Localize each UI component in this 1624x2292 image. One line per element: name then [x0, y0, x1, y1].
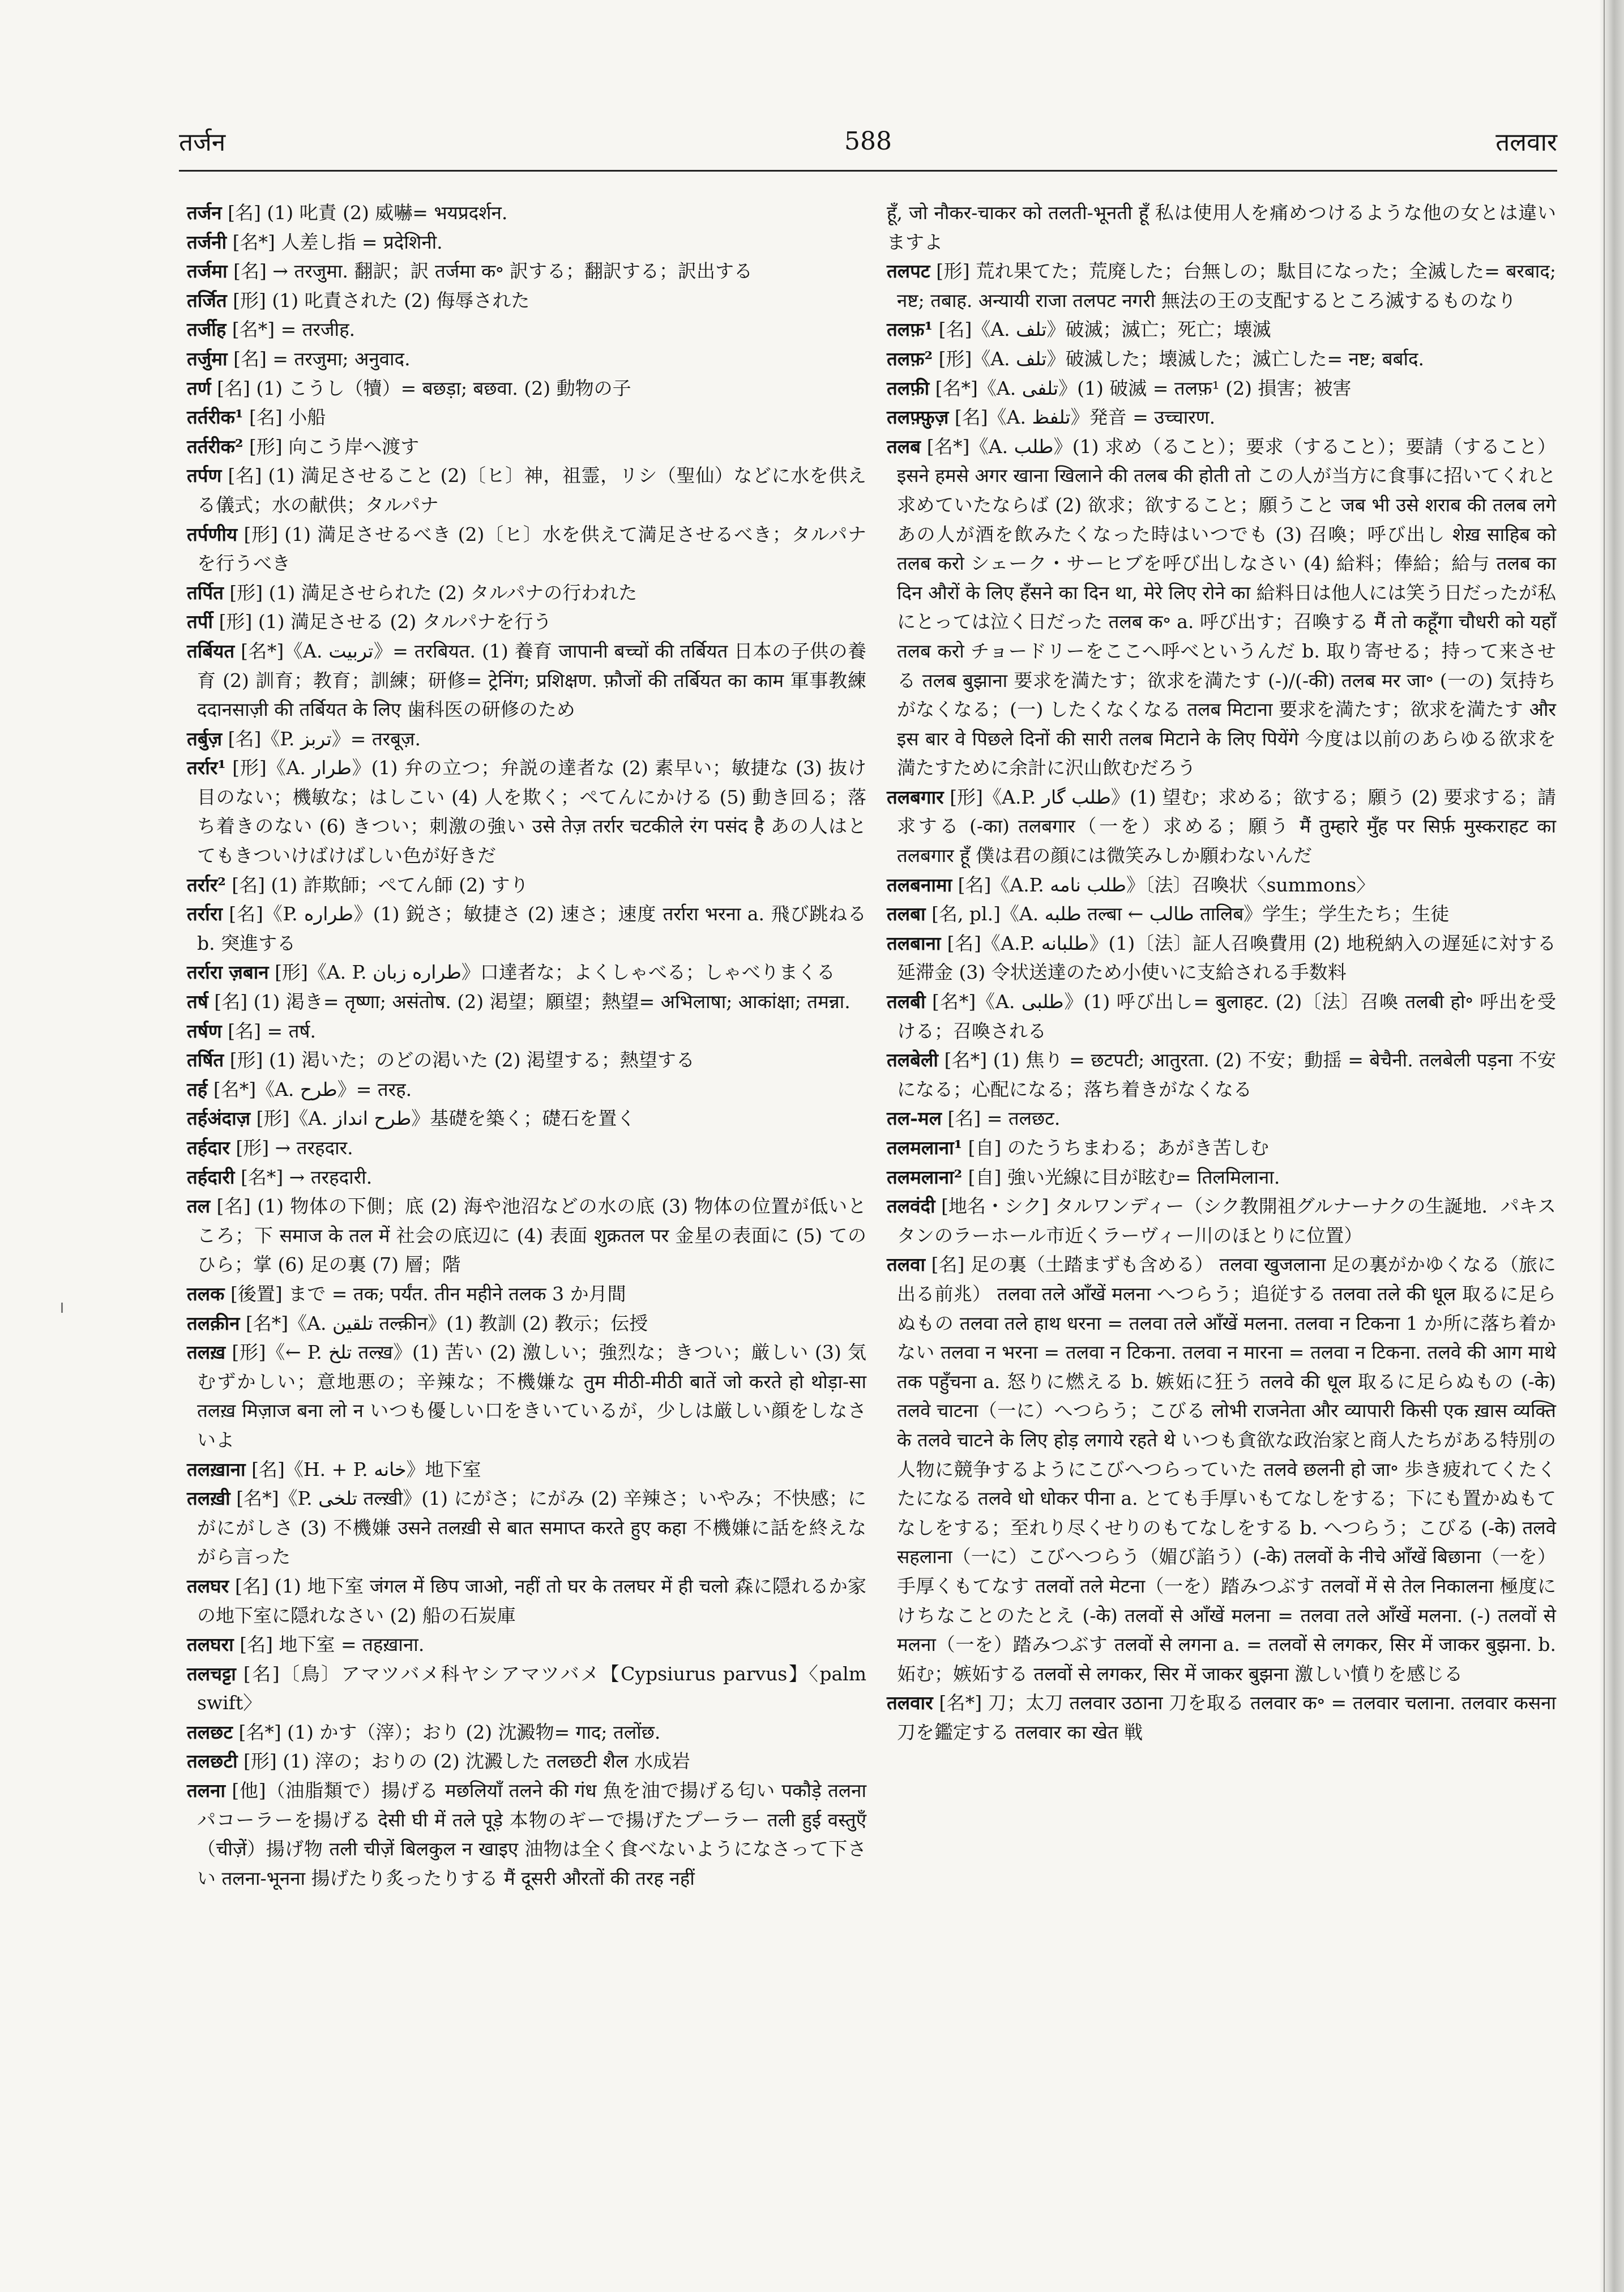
scan-speck	[61, 1303, 63, 1313]
dictionary-entry	[187, 228, 866, 257]
dictionary-entry	[887, 870, 1556, 900]
dictionary-entry	[887, 1250, 1556, 1688]
dictionary-entry	[187, 578, 866, 608]
entry-headword: तर्रारा	[187, 903, 223, 925]
entry-headword: तलना	[187, 1779, 226, 1802]
entry-definition: [形] (1) 満足させられた (2) タルパナの行われた	[223, 581, 638, 604]
dictionary-entry	[187, 1776, 866, 1893]
entry-definition: [名*] (1) かす（滓）；おり (2) 沈澱物= गाद; तलोंछ.	[232, 1721, 661, 1743]
dictionary-entry	[187, 637, 866, 724]
entry-definition: [名] (1) 叱責 (2) 威嚇= भयप्रदर्शन.	[221, 202, 508, 224]
entry-headword: तर्जन	[187, 202, 222, 224]
entry-definition: [名*]《A. تربیت》= तरबियत. (1) 養育 जापानी बच्चों की तर्बियत 日本の子供の養育 (2) 訓育；教育；訓練；研修= ट्रेनिंग; प्रशिक्षण. फ़ौजों की तर्बियत का काम 軍事教練 ददानसाज़ी की तर्बियत के लिए 歯科医の研修のため	[197, 639, 866, 721]
entry-definition: [名] = तरजुमा; अनुवाद.	[227, 347, 411, 370]
entry-definition: [名*]《A. طلب》(1) 求め（ること）；要求（すること）；要請（すること） इसने हमसे अगर खाना खिलाने की तलब की होती तो この人が当方に食事に招いてくれと求めていたならば (2) 欲求；欲すること；願うこと जब भी उसे शराब की तलब लगे あの人が酒を飲みたくなった時はいつでも (3) 召喚；呼び出し शेख़ साहिब को तलब करो シェーク・サーヒブを呼び出しなさい (4) 給料；俸給；給与 तलब का दिन औरों के लिए हँसने का दिन था, मेरे लिए रोने का 給料日は他人には笑う日だったが私にとっては泣く日だった तलब क॰ a. 呼び出す；召喚する मैं तो कहूँगा चौधरी को यहाँ तलब करो チョードリーをここへ呼べというんだ b. 取り寄せる；持って来させる तलब बुझाना 要求を満たす；欲求を満たす (-)/(-की) तलब मर जा॰ (一の) 気持ちがなくなる；(一) したくなくなる तलब मिटाना 要求を満たす；欲求を満たす और इस बार वे पिछले दिनों की सारी तलब मिटाने के लिए पियेंगे 今度は以前のあらゆる欲求を満たすために余計に沢山飲むだろう	[897, 435, 1557, 779]
entry-headword: तर्रार¹	[187, 757, 226, 779]
entry-headword: तर्तरीक¹	[187, 406, 243, 429]
entry-definition: [形]《A.P. طلب گار》(1) 望む；求める；欲する；願う (2) 要求する；請求する (-का) तलबगार（一を）求める；願う मैं तुम्हारे मुँह पर सिर्फ़ मुस्कराहट का तलबगार हूँ 僕は君の顔には微笑みしか願わないんだ	[897, 786, 1557, 867]
entry-definition: [形] (1) 叱責された (2) 侮辱された	[226, 289, 530, 311]
dictionary-entry	[887, 257, 1556, 315]
dictionary-entry	[187, 958, 866, 987]
dictionary-entry	[187, 315, 866, 344]
entry-headword: तर्ष	[187, 991, 208, 1013]
dictionary-entry	[187, 987, 866, 1017]
entry-definition: [名] 足の裏（土踏まずも含める） तलवा खुजलाना 足の裏がかゆくなる（旅に出る前兆） तलवा तले आँखें मलना へつらう；追従する तलवा तले की धूल 取るに足らぬもの तलवा तले हाथ धरना = तलवा तले आँखें मलना. तलवा न टिकना 1 か所に落ち着かない तलवा न भरना = तलवा न टिकना. तलवा न मारना = तलवा न टिकना. तलवे की आग माथे तक पहुँचना a. 怒りに燃える b. 嫉妬に狂う तलवे की धूल 取るに足らぬもの (-के) तलवे चाटना（一に）へつらう；こびる लोभी राजनेता और व्यापारी किसी एक ख़ास व्यक्ति के तलवे चाटने के लिए होड़ लगाये रहते थे いつも貪欲な政治家と商人たちがある特別の人物に競争するようにこびへつらっていた तलवे छलनी हो जा॰ 歩き疲れてくたくたになる तलवे धो धोकर पीना a. とても手厚いもてなしをする；下にも置かぬもてなしをする；至れり尽くせりのもてなしをする b. へつらう；こびる (-के) तलवे सहलाना（一に）こびへつらう（媚び諂う）(-के) तलवों के नीचे आँखें बिछाना（一を）手厚くもてなす तलवों तले मेटना（一を）踏みつぶす तलवों में से तेल निकालना 極度にけちなことのたとえ (-के) तलवों से आँखें मलना = तलवा तले आँखें मलना. (-) तलवों से मलना（一を）踏みつぶす तलवों से लगना a. = तलवों से लगकर, सिर में जाकर बुझना. b. 妬む；嫉妬する तलवों से लगकर, सिर में जाकर बुझना 激しい憤りを感じる	[897, 1253, 1556, 1685]
entry-definition: [名] = तर्ष.	[221, 1019, 316, 1042]
dictionary-entry	[887, 1104, 1556, 1133]
entry-headword: तलछटी	[187, 1750, 238, 1773]
entry-headword: तर्जित	[187, 289, 227, 311]
entry-definition: [名] → तरजुमा. 翻訳；訳 तर्जमा क॰ 訳する；翻訳する；訳出する	[227, 260, 753, 283]
entry-headword: तलपट	[887, 260, 930, 283]
header-left-guide-word: तर्जन	[179, 128, 226, 157]
entry-headword: तलचट्टा	[187, 1662, 236, 1685]
entry-definition: [形]《A. تلف》破滅した；壊滅した；滅亡した= नष्ट; बर्बाद.	[933, 347, 1425, 370]
entry-headword: तलबनामा	[887, 873, 952, 896]
entry-definition: [形] (1) 滓の；おりの (2) 沈澱した तलछटी शैल 水成岩	[237, 1750, 690, 1773]
scan-edge-line	[1604, 0, 1605, 2292]
dictionary-entry	[187, 1192, 866, 1279]
entry-definition: [名] = तलछट.	[942, 1107, 1061, 1130]
page-number: 588	[844, 126, 892, 156]
entry-headword: तलमलाना²	[887, 1166, 963, 1188]
entry-headword: तर्जमा	[187, 260, 228, 283]
dictionary-entry	[187, 1718, 866, 1747]
scan-edge-shadow	[1599, 0, 1624, 2292]
entry-definition: [名] (1) 地下室 जंगल में छिप जाओ, नहीं तो घर के तलघर में ही चलो 森に隠れるか家の地下室に隠れなさい (2) 船の石炭庫	[197, 1574, 866, 1627]
dictionary-entry	[887, 198, 1556, 257]
dictionary-entry	[887, 1688, 1556, 1747]
dictionary-entry	[187, 1572, 866, 1630]
dictionary-entry	[187, 1338, 866, 1454]
dictionary-entry	[887, 315, 1556, 344]
entry-definition: [名] 小船	[243, 406, 326, 429]
entry-headword: तलफ़ी	[887, 377, 930, 399]
entry-headword: तर्हदारी	[187, 1166, 235, 1188]
entry-definition: [名]《A. تلفظ》発音 = उच्चारण.	[948, 406, 1216, 429]
entry-definition: हूँ, जो नौकर-चाकर को तलती-भूनती हूँ 私は使用人を痛めつけるような他の女とは違いますよ	[887, 202, 1556, 253]
entry-headword: तलवार	[887, 1692, 933, 1714]
entry-definition: [形] 向こう岸へ渡す	[243, 435, 420, 458]
entry-headword: तलमलाना¹	[887, 1137, 963, 1159]
entry-definition: [名]《P. تربز》= तरबूज़.	[222, 727, 421, 750]
entry-definition: [名*]《A. طلبی》(1) 呼び出し= बुलाहट. (2)〔法〕召喚 तलबी हो॰ 呼出を受ける；召喚される	[897, 991, 1556, 1042]
entry-headword: तलख़ी	[187, 1487, 230, 1510]
dictionary-entry	[187, 753, 866, 870]
entry-definition: [形] (1) 満足させるべき (2)〔ヒ〕水を供えて満足させるべき；タルパナを行うべき	[197, 523, 866, 575]
entry-headword: तलख़ाना	[187, 1458, 246, 1480]
entry-definition: [形]《← P. تلخ तल्ख़》(1) 苦い (2) 激しい；強烈な；きつい；厳しい (3) 気むずかしい；意地悪の；辛辣な；不機嫌な तुम मीठी-मीठी बातें जो करते हो थोड़ा-सा तलख़ मिज़ाज बना लो न いつも優しい口をきいているが，少しは厳しい顔をしなさいよ	[197, 1341, 866, 1451]
entry-definition: [後置] まで = तक; पर्यंत. तीन महीने तलक 3 か月間	[224, 1282, 626, 1305]
entry-headword: तलब	[887, 435, 921, 458]
entry-headword: तलफ़¹	[887, 318, 933, 341]
dictionary-entry	[187, 1630, 866, 1659]
entry-headword: तलवा	[887, 1253, 926, 1276]
dictionary-entry	[887, 432, 1556, 783]
entry-definition: [名*] → तरहदारी.	[234, 1166, 373, 1188]
dictionary-entry	[187, 1747, 866, 1776]
dictionary-entry	[187, 374, 866, 403]
header-rule	[179, 170, 1557, 172]
entry-definition: [名]《A.P. طلبانه》(1)〔法〕証人召喚費用 (2) 地税納入の遅延に対する延滞金 (3) 令状送達のため小使いに支給される手数料	[897, 932, 1557, 984]
entry-headword: तर्हदार	[187, 1137, 230, 1159]
dictionary-entry	[187, 520, 866, 578]
dictionary-entry	[187, 1075, 866, 1104]
entry-headword: तलबाना	[887, 932, 941, 954]
dictionary-entry	[187, 1133, 866, 1163]
entry-definition: [名*] (1) 焦り = छटपटी; आतुरता. (2) 不安；動揺 = बेचैनी. तलबेली पड़ना 不安になる；心配になる；落ち着きがなくなる	[897, 1049, 1556, 1100]
dictionary-entry	[887, 929, 1556, 987]
entry-definition: [形] → तरहदार.	[229, 1137, 353, 1159]
entry-headword: तलबा	[887, 903, 926, 925]
entry-headword: तलक	[187, 1282, 225, 1305]
entry-headword: तलछट	[187, 1721, 233, 1743]
entry-headword: तर्रारा ज़बान	[187, 961, 269, 984]
entry-definition: [名]〔鳥〕アマツバメ科ヤシアマツバメ【Cypsiurus parvus】〈palm swift〉	[197, 1662, 866, 1714]
entry-definition: [名*] = तरजीह.	[226, 318, 356, 341]
page-header	[179, 121, 1557, 161]
entry-definition: [名*]《A. تلفی》(1) 破滅 = तलफ़¹ (2) 損害；被害	[929, 377, 1352, 399]
entry-headword: तर्पणीय	[187, 523, 238, 545]
entry-definition: [名] (1) こうし（犢）= बछड़ा; बछवा. (2) 動物の子	[211, 377, 631, 399]
dictionary-entry	[887, 1192, 1556, 1250]
entry-headword: तर्जीह	[187, 318, 226, 341]
entry-headword: तर्जुमा	[187, 347, 228, 370]
dictionary-entry	[187, 899, 866, 958]
entry-headword: तर्रार²	[187, 873, 226, 896]
dictionary-entry	[887, 1163, 1556, 1192]
entry-definition: [他]（油脂類で）揚げる मछलियाँ तलने की गंध 魚を油で揚げる匂い पकौड़े तलना パコーラーを揚げる देसी घी में तले पूड़े 本物のギーで揚げたプーラー तली हुई वस्तुएँ（चीज़ें）揚げ物 तली चीज़ें बिलकुल न खाइए 油物は全く食べないようになさって下さい तलना-भूनना 揚げたり炙ったりする मैं दूसरी औरतों की तरह नहीं	[197, 1779, 866, 1889]
dictionary-entry	[187, 870, 866, 900]
entry-headword: तलबेली	[887, 1049, 938, 1072]
left-column	[187, 198, 866, 1893]
entry-definition: [形]《A. طرار》(1) 弁の立つ；弁説の達者な (2) 素早い；敏捷な (3) 抜け目のない；機敏な；はしこい (4) 人を欺く；ぺてんにかける (5) 動き回る；落ち着きのない (6) きつい；刺激の強い उसे तेज़ तर्रार चटकीले रंग पसंद है あの人はとてもきついけばけばしい色が好きだ	[197, 757, 867, 867]
dictionary-entry	[187, 1309, 866, 1338]
entry-headword: तर्पण	[187, 464, 222, 487]
entry-definition: [名]《A.P. طلب نامه》〔法〕召喚状〈summons〉	[952, 873, 1375, 896]
entry-headword: तलबगार	[887, 786, 944, 808]
dictionary-entry	[187, 344, 866, 374]
entry-definition: [名] (1) 物体の下側；底 (2) 海や池沼などの水の底 (3) 物体の位置が低いところ；下 समाज के तल में 社会の底辺に (4) 表面 शुक्रतल पर 金星の表面に (5) てのひら；掌 (6) 足の裏 (7) 層；階	[197, 1195, 866, 1276]
entry-definition: [自] 強い光線に目が眩む= तिलमिलाना.	[962, 1166, 1280, 1188]
entry-headword: तलख़	[187, 1341, 226, 1364]
dictionary-entry	[887, 1045, 1556, 1104]
entry-headword: तलफ़²	[887, 347, 933, 370]
entry-definition: [名*]《A. تلقین तल्क़ीन》(1) 教訓 (2) 教示；伝授	[240, 1312, 648, 1334]
dictionary-entry	[887, 344, 1556, 374]
entry-definition: [形] (1) 満足させる (2) タルパナを行う	[213, 611, 552, 633]
entry-headword: तर्तरीक²	[187, 435, 243, 458]
entry-headword: तर्बियत	[187, 639, 235, 662]
entry-headword: तलफ़्फ़ुज़	[887, 406, 949, 429]
dictionary-entry	[187, 607, 866, 637]
entry-headword: तलघरा	[187, 1633, 234, 1656]
entry-definition: [名] 地下室 = तहख़ाना.	[233, 1633, 425, 1656]
entry-definition: [名*]《P. تلخی तल्ख़ी》(1) にがさ；にがみ (2) 辛辣さ；いやみ；不快感；にがにがしさ (3) 不機嫌 उसने तलख़ी से बात समाप्त करते हुए कहा 不機嫌に話を終えながら言った	[197, 1487, 866, 1568]
dictionary-entry	[187, 1659, 866, 1718]
entry-headword: तर्पित	[187, 581, 224, 604]
entry-definition: [形]《A. طرح انداز》基礎を築く；礎石を置く	[250, 1107, 636, 1130]
dictionary-entry	[887, 899, 1556, 929]
entry-headword: तर्ह	[187, 1078, 208, 1100]
dictionary-entry	[187, 257, 866, 286]
entry-headword: तलक़ीन	[187, 1312, 240, 1334]
dictionary-entry	[887, 1133, 1556, 1163]
entry-headword: तलवंदी	[887, 1195, 935, 1218]
entry-definition: [自] のたうちまわる；あがき苦しむ	[962, 1137, 1269, 1159]
dictionary-entry	[187, 724, 866, 754]
entry-definition: [名*]《A. طرح》= तरह.	[207, 1078, 412, 1100]
entry-headword: तर्बुज़	[187, 727, 223, 750]
entry-definition: [名] (1) 満足させること (2)〔ヒ〕神，祖霊，リシ（聖仙）などに水を供える儀式；水の献供；タルパナ	[197, 464, 866, 516]
entry-definition: [名*] 刀；太刀 तलवार उठाना 刀を取る तलवार क॰ = तलवार चलाना. तलवार कसना 刀を鑑定する तलवार का खेत 戦	[897, 1692, 1556, 1743]
dictionary-entry	[187, 1455, 866, 1484]
dictionary-entry	[187, 432, 866, 462]
entry-headword: तर्पी	[187, 611, 213, 633]
entry-definition: [形] 荒れ果てた；荒廃した；台無しの；駄目になった；全滅した= बरबाद; नष्ट; तबाह. अन्यायी राजा तलपट नगरी 無法の王の支配するところ滅するものなり	[897, 260, 1556, 311]
entry-definition: [名] (1) 詐欺師；ぺてん師 (2) すり	[225, 873, 529, 896]
dictionary-entry	[187, 403, 866, 432]
dictionary-entry	[187, 286, 866, 315]
entry-headword: तल	[187, 1195, 211, 1218]
header-right-guide-word: तलवार	[1495, 128, 1557, 157]
dictionary-entry	[887, 374, 1556, 403]
entry-definition: [名]《H. + P. خانه》地下室	[245, 1458, 481, 1480]
entry-definition: [名] (1) 渇き= तृष्णा; असंतोष. (2) 渇望；願望；熱望= अभिलाषा; आकांक्षा; तमन्ना.	[208, 991, 851, 1013]
entry-headword: तर्हअंदाज़	[187, 1107, 251, 1130]
right-column	[887, 198, 1556, 1747]
entry-definition: [名*] 人差し指 = प्रदेशिनी.	[226, 231, 443, 253]
entry-headword: तर्षण	[187, 1019, 222, 1042]
entry-definition: [名]《P. طراره》(1) 鋭さ；敏捷さ (2) 速さ；速度 तर्रारा भरना a. 飛び跳ねる b. 突進する	[197, 903, 866, 954]
dictionary-entry	[887, 783, 1556, 870]
entry-headword: तलघर	[187, 1574, 229, 1597]
entry-definition: [形] (1) 渇いた；のどの渇いた (2) 渇望する；熱望する	[224, 1049, 695, 1072]
entry-headword: तर्षित	[187, 1049, 224, 1072]
dictionary-entry	[187, 461, 866, 519]
dictionary-entry	[187, 1017, 866, 1046]
dictionary-entry	[187, 1104, 866, 1133]
dictionary-entry	[887, 987, 1556, 1045]
dictionary-entry	[187, 1045, 866, 1075]
dictionary-entry	[187, 198, 866, 228]
dictionary-entry	[887, 403, 1556, 432]
entry-headword: तल-मल	[887, 1107, 942, 1130]
entry-definition: [名, pl.]《A. طلبه तल्बा ← طالب तालिब》学生；学生たち；生徒	[925, 903, 1450, 925]
entry-headword: तर्ण	[187, 377, 211, 399]
dictionary-entry	[187, 1163, 866, 1192]
entry-headword: तलबी	[887, 991, 926, 1013]
entry-definition: [地名・シク] タルワンディー（シク教開祖グルナーナクの生誕地．パキスタンのラーホール市近くラーヴィー川のほとりに位置）	[897, 1195, 1556, 1247]
entry-definition: [名]《A. تلف》破滅；滅亡；死亡；壊滅	[933, 318, 1271, 341]
entry-definition: [形]《A. P. طراره زبان》口達者な；よくしゃべる；しゃべりまくる	[268, 961, 835, 984]
dictionary-entry	[187, 1279, 866, 1309]
entry-headword: तर्जनी	[187, 231, 227, 253]
dictionary-entry	[187, 1484, 866, 1572]
